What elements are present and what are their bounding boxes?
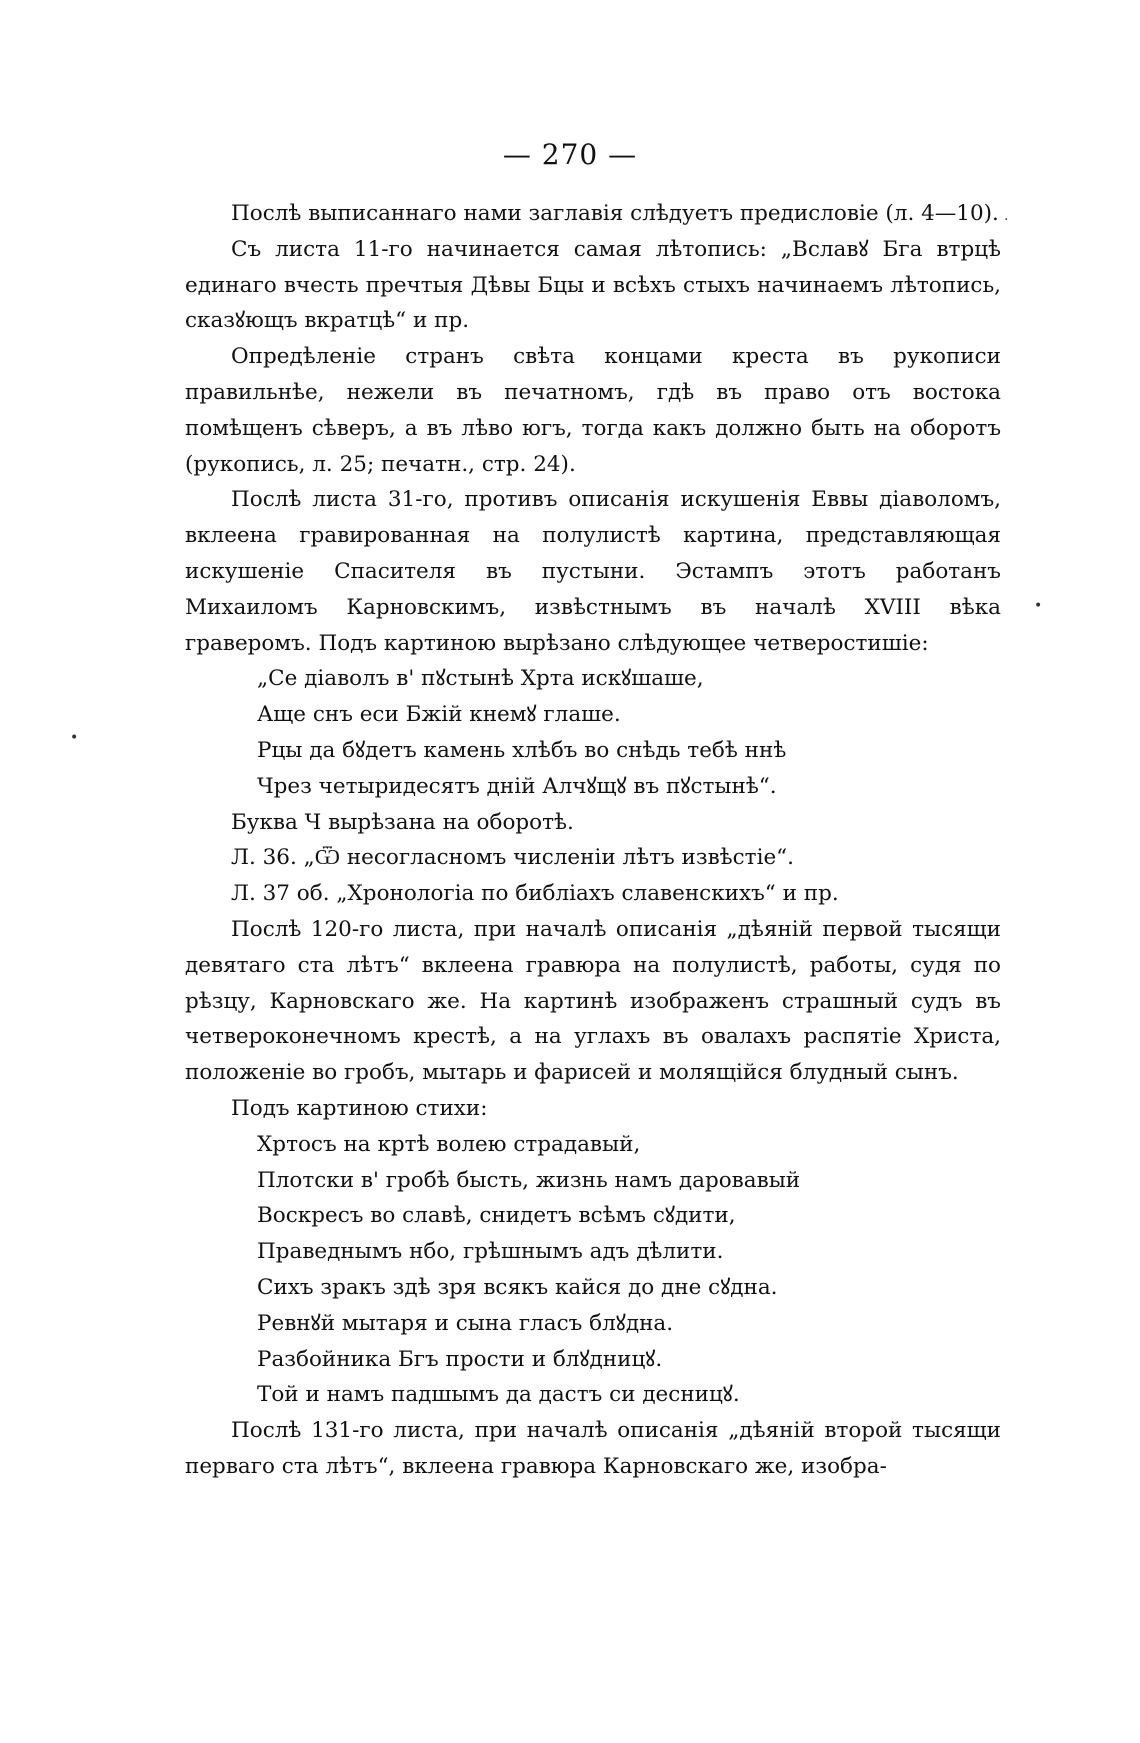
verse-line: Плотски в' гробѣ бысть, жизнь намъ даровавый	[257, 1167, 801, 1193]
paragraph: Послѣ 131-го листа, при началѣ описанія „дѣяній второй тысящи перваго ста лѣтъ“, вклеена гравюра Карновскаго же, изобра-	[185, 1418, 1001, 1479]
verse-line: Рцы да бꙋдетъ камень хлѣбъ во снѣдь тебѣ ннѣ	[257, 737, 787, 763]
paragraph: Опредѣленіе странъ свѣта концами креста въ рукописи правильнѣе, нежели въ печатномъ, гдѣ въ право отъ востока помѣщенъ сѣверъ, а въ лѣво югъ, тогда какъ должно быть на оборотъ (рукопись, л. 25; печатн., стр. 24).	[185, 344, 1001, 477]
paragraph: Л. 37 об. „Хронологіа по библіахъ славенскихъ“ и пр.	[231, 881, 839, 907]
page-number: — 270 —	[502, 138, 638, 171]
paragraph: Послѣ листа 31-го, противъ описанія искушенія Еввы діаволомъ, вклеена гравированная на полулистѣ картина, представляющая искушеніе Спасителя въ пустыни. Эстампъ этотъ работанъ Михаиломъ Карновскимъ, извѣстнымъ въ началѣ XVIII вѣка граверомъ. Подъ картиною вырѣзано слѣдующее четверостишіе:	[185, 487, 1001, 656]
paragraph: Съ листа 11-го начинается самая лѣтопись: „Вславꙋ Бга втрцѣ единаго вчесть пречтыя Дѣвы Бцы и всѣхъ стыхъ начинаемъ лѣтопись, сказꙋющъ вкратцѣ“ и пр.	[185, 236, 1001, 334]
verse-line: Чрез четыридесятъ дній Алчꙋщꙋ въ пꙋстынѣ“.	[257, 773, 777, 799]
verse-line: Ревнꙋй мытаря и сына гласъ блꙋдна.	[257, 1310, 674, 1336]
paragraph: Послѣ выписаннаго нами заглавія слѣдуетъ предисловіе (л. 4—10).	[231, 201, 999, 226]
verse-quatrain	[185, 661, 1001, 804]
paragraph: Л. 36. „Ѿ несогласномъ численіи лѣтъ извѣстіе“.	[231, 845, 794, 871]
verse-line: Воскресъ во славѣ, снидетъ всѣмъ сꙋдити,	[257, 1203, 736, 1229]
page-body	[185, 196, 1001, 1485]
verse-line: Той и намъ падшымъ да дастъ си десницꙋ.	[257, 1382, 740, 1408]
verse-line: Сихъ зракъ здѣ зря всякъ кайся до дне сꙋдна.	[257, 1274, 778, 1300]
verse-line: Праведнымъ нбо, грѣшнымъ адъ дѣлити.	[257, 1239, 724, 1265]
verse-line: Хртосъ на кртѣ волею страдавый,	[257, 1131, 641, 1157]
verse-line: Аще снъ еси Бжій кнемꙋ глаше.	[257, 702, 621, 728]
paragraph: Подъ картиною стихи:	[231, 1095, 488, 1121]
verse-line: Разбойника Бгъ прости и блꙋдницꙋ.	[257, 1346, 663, 1372]
scan-speck: •	[70, 730, 79, 746]
scan-speck: ·	[1004, 212, 1009, 228]
verse-line: „Се діаволъ в' пꙋстынѣ Хрта искꙋшаше,	[257, 666, 704, 692]
verse-poem	[185, 1127, 1001, 1413]
paragraph: Буква Ч вырѣзана на оборотѣ.	[231, 809, 574, 835]
scan-speck: •	[1034, 598, 1043, 614]
paragraph: Послѣ 120-го листа, при началѣ описанія „дѣяній первой тысящи девятаго ста лѣтъ“ вклеена гравюра на полулистѣ, работы, судя по рѣзцу, Карновскаго же. На картинѣ изображенъ страшный судъ въ четвероконечномъ крестѣ, а на углахъ въ овалахъ распятіе Христа, положеніе во гробъ, мытарь и фарисей и молящійся блудный сынъ.	[185, 916, 1001, 1086]
